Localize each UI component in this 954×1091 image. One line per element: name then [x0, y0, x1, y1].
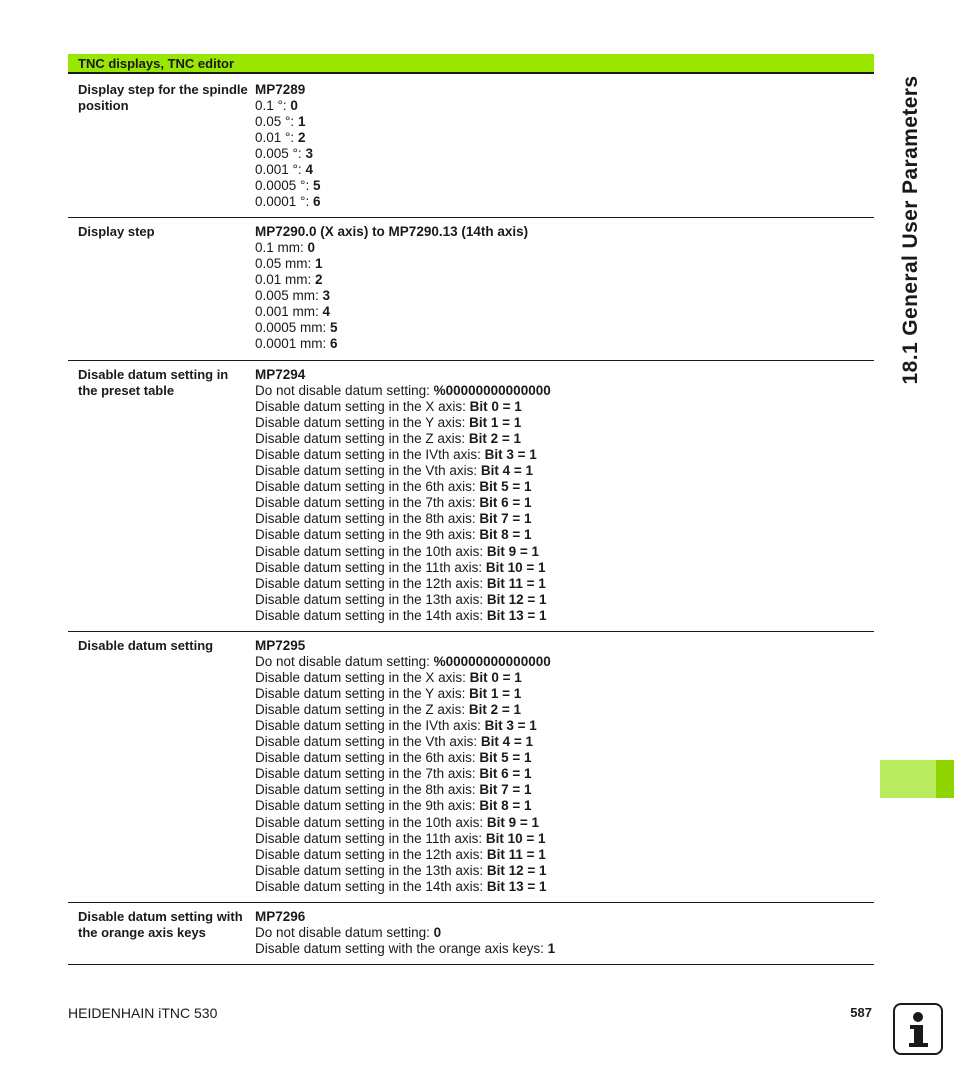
parameter-option — [255, 194, 320, 210]
machine-parameter-id: MP7289 — [255, 82, 306, 97]
parameter-description — [255, 367, 551, 624]
parameter-option — [255, 847, 551, 863]
parameter-option — [255, 544, 551, 560]
parameter-option — [255, 815, 551, 831]
parameter-row — [68, 361, 874, 632]
option-text: Disable datum setting in the 7th axis: — [255, 766, 480, 782]
parameter-option — [255, 879, 551, 895]
option-value: Bit 6 = 1 — [479, 766, 532, 782]
option-text: Disable datum setting in the X axis: — [255, 670, 470, 686]
option-value: 0 — [307, 240, 316, 256]
option-value: Bit 12 = 1 — [486, 591, 547, 607]
option-value: 3 — [305, 146, 313, 162]
option-value: Bit 9 = 1 — [486, 814, 540, 830]
option-text: Do not disable datum setting: — [255, 383, 434, 399]
option-value: 5 — [330, 320, 338, 336]
option-text: Disable datum setting in the 12th axis: — [255, 846, 487, 862]
option-text: Do not disable datum setting: — [255, 925, 434, 941]
option-value: Bit 0 = 1 — [469, 670, 522, 686]
parameter-option — [255, 383, 551, 399]
chapter-tab-highlight — [880, 760, 940, 798]
option-text: 0.005 mm: — [255, 288, 323, 304]
option-value: Bit 13 = 1 — [486, 878, 547, 894]
option-value: Bit 2 = 1 — [468, 431, 522, 447]
option-value: 0 — [290, 98, 298, 114]
option-value: 5 — [312, 178, 321, 194]
option-text: 0.001 °: — [255, 162, 306, 178]
parameter-option — [255, 831, 551, 847]
option-text: Disable datum setting in the Z axis: — [255, 702, 469, 718]
option-value: Bit 0 = 1 — [469, 399, 522, 415]
machine-parameter-id: MP7290.0 (X axis) to MP7290.13 (14th axis) — [255, 224, 529, 239]
parameter-option — [255, 576, 551, 592]
parameter-option — [255, 527, 551, 543]
option-text: Disable datum setting in the Vth axis: — [255, 734, 481, 750]
option-value: 6 — [312, 194, 321, 210]
option-text: Disable datum setting with the orange axis keys: — [255, 941, 548, 957]
option-text: 0.005 °: — [255, 146, 306, 162]
parameter-option — [255, 336, 528, 352]
option-value: Bit 1 = 1 — [469, 686, 522, 702]
option-text: Disable datum setting in the Z axis: — [255, 431, 469, 447]
parameter-label: Disable datum setting with the orange axis keys — [78, 909, 243, 940]
option-value: 1 — [547, 941, 556, 957]
parameter-label: Display step — [78, 224, 155, 239]
parameter-option — [255, 178, 320, 194]
chapter-tab-marker — [936, 760, 954, 798]
parameter-option — [255, 447, 551, 463]
parameter-option — [255, 608, 551, 624]
option-text: Disable datum setting in the Y axis: — [255, 686, 470, 702]
option-value: Bit 8 = 1 — [479, 527, 532, 543]
parameter-label: Disable datum setting in the preset table — [78, 367, 229, 398]
parameter-option — [255, 256, 528, 272]
table-header — [68, 54, 874, 74]
option-text: 0.0001 °: — [255, 194, 313, 210]
chapter-title-text: 18.1 General User Parameters — [899, 75, 922, 385]
option-value: %00000000000000 — [433, 654, 551, 670]
chapter-side-title — [888, 40, 934, 420]
option-value: Bit 4 = 1 — [480, 734, 534, 750]
option-value: Bit 11 = 1 — [486, 575, 546, 591]
parameter-option — [255, 495, 551, 511]
option-value: Bit 8 = 1 — [479, 798, 532, 814]
option-value: 6 — [330, 336, 338, 352]
option-text: Disable datum setting in the 8th axis: — [255, 511, 480, 527]
parameter-option — [255, 560, 551, 576]
option-value: 1 — [297, 114, 306, 130]
option-text: Disable datum setting in the 14th axis: — [255, 878, 487, 894]
parameter-option — [255, 941, 555, 957]
option-value: Bit 1 = 1 — [469, 415, 522, 431]
option-value: 4 — [322, 304, 331, 320]
parameter-description — [255, 82, 320, 210]
footer-product: HEIDENHAIN iTNC 530 — [68, 1005, 218, 1021]
option-text: 0.05 mm: — [255, 256, 316, 272]
option-text: Disable datum setting in the 9th axis: — [255, 527, 480, 543]
parameter-option — [255, 718, 551, 734]
parameter-option — [255, 304, 528, 320]
parameter-label: Display step for the spindle position — [78, 82, 248, 113]
parameter-description — [255, 909, 555, 957]
parameter-option — [255, 592, 551, 608]
option-text: 0.0005 mm: — [255, 320, 331, 336]
option-text: 0.05 °: — [255, 114, 298, 130]
option-value: Bit 6 = 1 — [479, 495, 532, 511]
parameter-row — [68, 632, 874, 903]
parameter-description — [255, 638, 551, 895]
parameter-label: Disable datum setting — [78, 638, 214, 653]
table-header-title: TNC displays, TNC editor — [78, 56, 235, 71]
parameter-option — [255, 925, 555, 941]
parameter-option — [255, 734, 551, 750]
option-value: Bit 11 = 1 — [486, 846, 546, 862]
option-value: Bit 13 = 1 — [486, 607, 547, 623]
page-number: 587 — [850, 1005, 872, 1020]
parameter-option — [255, 511, 551, 527]
parameter-option — [255, 782, 551, 798]
parameter-option — [255, 863, 551, 879]
option-text: Disable datum setting in the X axis: — [255, 399, 470, 415]
parameter-option — [255, 686, 551, 702]
parameter-option — [255, 766, 551, 782]
option-text: Disable datum setting in the 10th axis: — [255, 814, 487, 830]
option-text: 0.0005 °: — [255, 178, 313, 194]
option-text: Disable datum setting in the 13th axis: — [255, 862, 487, 878]
parameter-row — [68, 76, 874, 218]
option-value: 2 — [315, 272, 323, 288]
info-icon — [893, 1003, 943, 1055]
option-value: Bit 7 = 1 — [479, 782, 532, 798]
option-value: Bit 5 = 1 — [479, 750, 532, 766]
option-value: Bit 5 = 1 — [479, 479, 532, 495]
parameter-option — [255, 114, 320, 130]
option-value: 2 — [297, 130, 306, 146]
option-text: Disable datum setting in the 7th axis: — [255, 495, 480, 511]
option-text: Disable datum setting in the 6th axis: — [255, 479, 480, 495]
parameter-option — [255, 415, 551, 431]
option-text: Disable datum setting in the Vth axis: — [255, 463, 481, 479]
parameter-row — [68, 903, 874, 965]
option-value: Bit 9 = 1 — [486, 543, 540, 559]
machine-parameter-id: MP7294 — [255, 367, 306, 382]
option-text: 0.01 °: — [255, 130, 298, 146]
option-text: 0.01 mm: — [255, 272, 316, 288]
option-text: Disable datum setting in the 13th axis: — [255, 591, 487, 607]
option-value: Bit 3 = 1 — [484, 447, 537, 463]
option-value: Bit 10 = 1 — [485, 559, 546, 575]
option-value: Bit 7 = 1 — [479, 511, 532, 527]
option-text: Disable datum setting in the 14th axis: — [255, 607, 487, 623]
parameter-option — [255, 399, 551, 415]
option-value: 0 — [433, 925, 442, 941]
option-value: 3 — [322, 288, 331, 304]
option-text: 0.001 mm: — [255, 304, 323, 320]
parameter-option — [255, 272, 528, 288]
parameter-description — [255, 224, 528, 352]
option-value: Bit 12 = 1 — [486, 862, 547, 878]
parameter-option — [255, 798, 551, 814]
option-text: 0.1 °: — [255, 98, 291, 114]
option-value: Bit 4 = 1 — [480, 463, 534, 479]
parameter-option — [255, 702, 551, 718]
option-value: %00000000000000 — [433, 383, 551, 399]
option-text: Disable datum setting in the 12th axis: — [255, 575, 487, 591]
parameter-option — [255, 288, 528, 304]
parameter-option — [255, 654, 551, 670]
option-text: Disable datum setting in the IVth axis: — [255, 718, 485, 734]
machine-parameter-id: MP7295 — [255, 638, 306, 653]
option-text: Disable datum setting in the 6th axis: — [255, 750, 480, 766]
parameter-option — [255, 479, 551, 495]
parameter-option — [255, 130, 320, 146]
parameter-option — [255, 98, 320, 114]
parameter-option — [255, 431, 551, 447]
option-text: Disable datum setting in the 8th axis: — [255, 782, 480, 798]
parameter-option — [255, 463, 551, 479]
option-text: Disable datum setting in the 10th axis: — [255, 543, 487, 559]
parameter-option — [255, 750, 551, 766]
parameter-option — [255, 670, 551, 686]
option-text: Disable datum setting in the 11th axis: — [255, 559, 486, 575]
parameter-option — [255, 146, 320, 162]
option-text: Disable datum setting in the 9th axis: — [255, 798, 480, 814]
option-value: Bit 3 = 1 — [484, 718, 537, 734]
option-text: Disable datum setting in the 11th axis: — [255, 830, 486, 846]
parameter-option — [255, 240, 528, 256]
option-text: Disable datum setting in the Y axis: — [255, 415, 470, 431]
machine-parameter-id: MP7296 — [255, 909, 306, 924]
parameter-option — [255, 162, 320, 178]
option-value: 4 — [305, 162, 313, 178]
option-value: 1 — [315, 256, 323, 272]
option-text: 0.1 mm: — [255, 240, 308, 256]
parameter-option — [255, 320, 528, 336]
option-value: Bit 2 = 1 — [468, 702, 522, 718]
option-text: Disable datum setting in the IVth axis: — [255, 447, 485, 463]
option-text: 0.0001 mm: — [255, 336, 331, 352]
option-text: Do not disable datum setting: — [255, 654, 434, 670]
option-value: Bit 10 = 1 — [485, 830, 546, 846]
parameter-row — [68, 218, 874, 361]
